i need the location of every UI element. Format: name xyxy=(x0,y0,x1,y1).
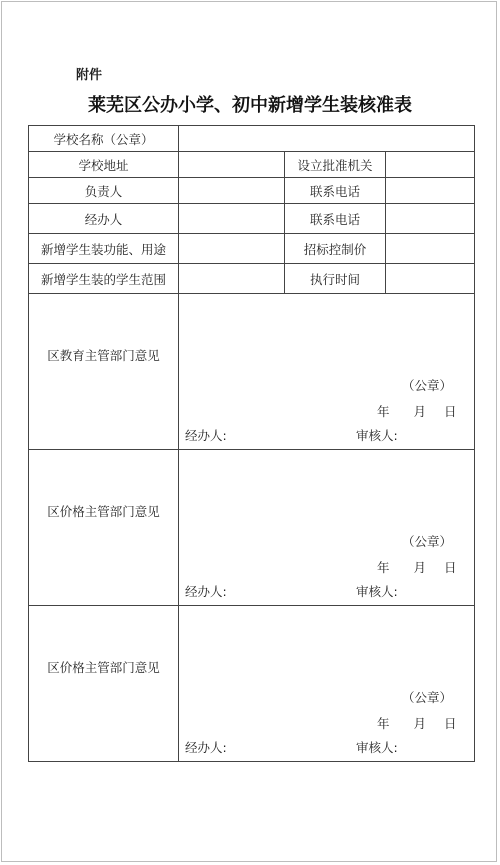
education-opinion-label-text: 区教育主管部门意见 xyxy=(47,348,160,363)
seal-label: （公章） xyxy=(402,690,453,705)
price-opinion-label-text-1: 区价格主管部门意见 xyxy=(47,504,160,519)
approval-form-table xyxy=(28,125,475,762)
education-opinion-row xyxy=(29,294,475,450)
price-opinion-field-1[interactable] xyxy=(179,450,475,606)
month-label: 月 xyxy=(413,716,427,731)
price-opinion-row-1 xyxy=(29,450,475,606)
education-opinion-label xyxy=(29,294,179,450)
person-in-charge-label: 负责人 xyxy=(29,178,179,204)
reviewer-signature-label: 审核人: xyxy=(356,428,398,443)
handler-contact-phone-label: 联系电话 xyxy=(285,204,386,234)
education-opinion-field[interactable] xyxy=(179,294,475,450)
day-label: 日 xyxy=(444,560,457,575)
price-opinion-label-text-2: 区价格主管部门意见 xyxy=(47,660,160,675)
student-scope-label: 新增学生装的学生范围 xyxy=(29,264,179,294)
year-label: 年 xyxy=(377,560,390,575)
uniform-function-field[interactable] xyxy=(179,234,285,264)
uniform-function-row xyxy=(29,234,475,264)
person-in-charge-field[interactable] xyxy=(179,178,285,204)
date-line xyxy=(377,714,457,732)
school-address-label: 学校地址 xyxy=(29,152,179,178)
month-label: 月 xyxy=(413,560,427,575)
handler-row xyxy=(29,204,475,234)
effective-time-field[interactable] xyxy=(386,264,475,294)
student-scope-field[interactable] xyxy=(179,264,285,294)
uniform-function-label: 新增学生装功能、用途 xyxy=(29,234,179,264)
approval-authority-label: 设立批准机关 xyxy=(285,152,386,178)
bid-price-label: 招标控制价 xyxy=(285,234,386,264)
contact-phone-label: 联系电话 xyxy=(285,178,386,204)
contact-phone-field[interactable] xyxy=(386,178,475,204)
school-name-row xyxy=(29,126,475,152)
reviewer-signature-label: 审核人: xyxy=(356,584,398,599)
handler-signature-label: 经办人: xyxy=(185,584,227,599)
handler-label: 经办人 xyxy=(29,204,179,234)
school-name-field[interactable] xyxy=(179,126,475,152)
day-label: 日 xyxy=(444,716,457,731)
price-opinion-row-2 xyxy=(29,606,475,762)
bid-price-field[interactable] xyxy=(386,234,475,264)
handler-field[interactable] xyxy=(179,204,285,234)
seal-label: （公章） xyxy=(402,378,453,393)
handler-contact-phone-field[interactable] xyxy=(386,204,475,234)
seal-label: （公章） xyxy=(402,534,453,549)
person-in-charge-row xyxy=(29,178,475,204)
school-name-label: 学校名称（公章） xyxy=(29,126,179,152)
effective-time-label: 执行时间 xyxy=(285,264,386,294)
student-scope-row xyxy=(29,264,475,294)
reviewer-signature-label: 审核人: xyxy=(356,740,398,755)
date-line xyxy=(377,558,457,576)
month-label: 月 xyxy=(413,404,427,419)
school-address-field[interactable] xyxy=(179,152,285,178)
handler-signature-label: 经办人: xyxy=(185,428,227,443)
day-label: 日 xyxy=(444,404,457,419)
price-opinion-field-2[interactable] xyxy=(179,606,475,762)
attachment-label: 附件 xyxy=(76,68,103,83)
year-label: 年 xyxy=(377,716,390,731)
document-title: 莱芜区公办小学、初中新增学生装核准表 xyxy=(88,95,412,116)
date-line xyxy=(377,402,457,420)
year-label: 年 xyxy=(377,404,390,419)
handler-signature-label: 经办人: xyxy=(185,740,227,755)
price-opinion-label-2 xyxy=(29,606,179,762)
school-address-row xyxy=(29,152,475,178)
approval-authority-field[interactable] xyxy=(386,152,475,178)
price-opinion-label-1 xyxy=(29,450,179,606)
